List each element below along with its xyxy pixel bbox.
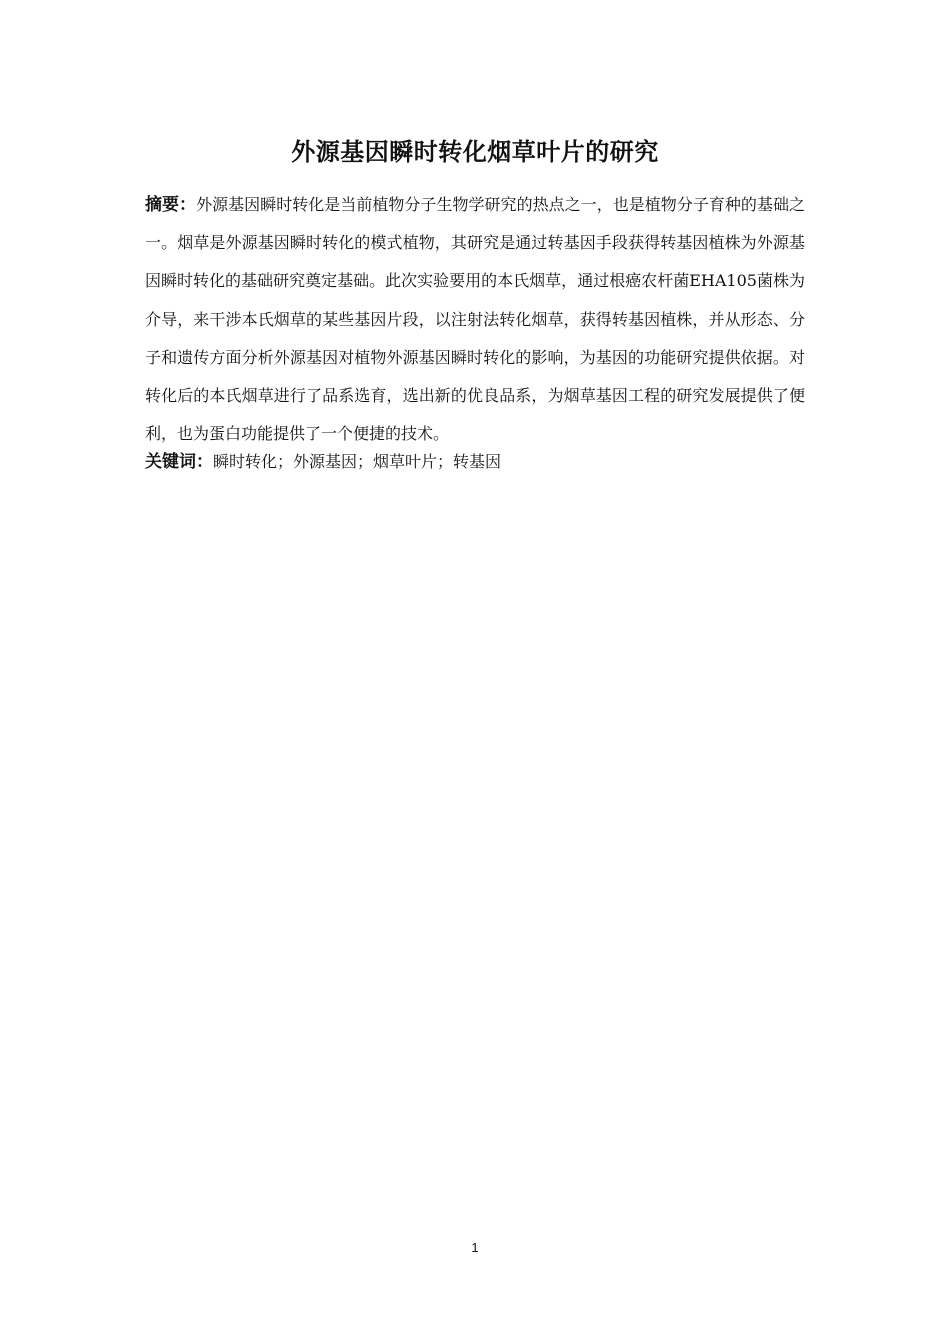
keywords-paragraph [145, 445, 805, 479]
abstract-label: 摘要： [145, 195, 197, 215]
abstract-paragraph [145, 186, 805, 453]
keywords-label: 关键词： [145, 452, 213, 472]
abstract-text: 外源基因瞬时转化是当前植物分子生物学研究的热点之一，也是植物分子育种的基础之一。烟草是外源基因瞬时转化的模式植物，其研究是通过转基因手段获得转基因植株为外源基因瞬时转化的基础研究奠定基础。此次实验要用的本氏烟草，通过根癌农杆菌EHA105菌株为介导，来干涉本氏烟草的某些基因片段，以注射法转化烟草，获得转基因植株，并从形态、分子和遗传方面分析外源基因对植物外源基因瞬时转化的影响，为基因的功能研究提供依据。对转化后的本氏烟草进行了品系选育，选出新的优良品系，为烟草基因工程的研究发展提供了便利，也为蛋白功能提供了一个便捷的技术。 [145, 195, 805, 444]
page-number: 1 [471, 1240, 479, 1255]
document-title: 外源基因瞬时转化烟草叶片的研究 [291, 138, 659, 166]
keywords-text: 瞬时转化；外源基因；烟草叶片；转基因 [213, 452, 502, 471]
